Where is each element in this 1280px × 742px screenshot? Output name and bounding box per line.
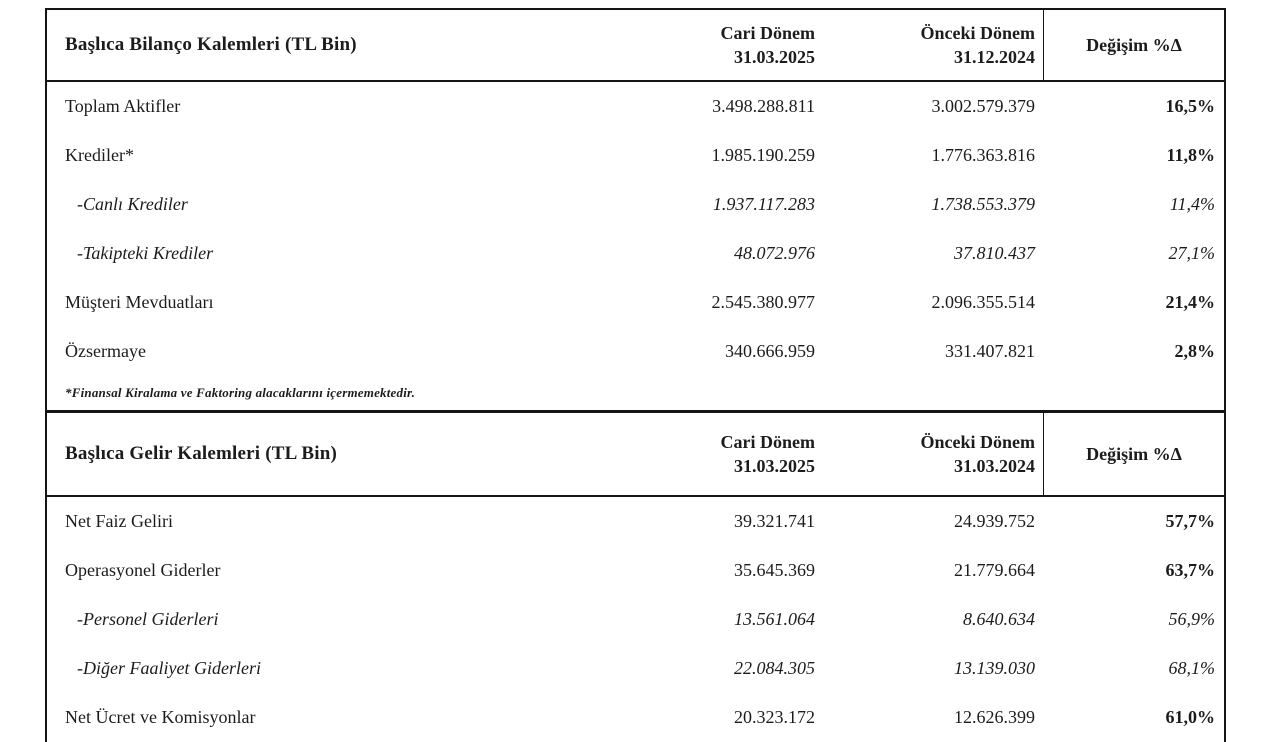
table-row	[47, 595, 1224, 644]
income-statement-rows	[47, 497, 1224, 742]
previous-period-label: Önceki Dönem	[920, 431, 1035, 452]
table-row	[47, 82, 1224, 131]
row-label: -Diğer Faaliyet Giderleri	[77, 658, 261, 678]
previous-period-header	[830, 10, 1043, 80]
change-value: 27,1%	[1168, 243, 1215, 263]
table-row	[47, 497, 1224, 546]
table-row	[47, 131, 1224, 180]
change-value: 63,7%	[1165, 560, 1215, 580]
table-row	[47, 278, 1224, 327]
change-header: Değişim %Δ	[1043, 413, 1224, 495]
change-value: 11,8%	[1166, 145, 1215, 165]
current-period-value: 1.985.190.259	[711, 145, 815, 165]
row-label: Operasyonel Giderler	[65, 560, 221, 580]
current-period-value: 20.323.172	[734, 707, 815, 727]
change-value: 56,9%	[1168, 609, 1215, 629]
previous-period-header	[830, 413, 1043, 495]
current-period-value: 22.084.305	[734, 658, 815, 678]
change-header: Değişim %Δ	[1043, 10, 1224, 80]
previous-period-label: Önceki Dönem	[920, 22, 1035, 43]
current-period-header	[620, 413, 830, 495]
current-period-value: 13.561.064	[734, 609, 815, 629]
current-period-value: 340.666.959	[725, 341, 815, 361]
table-row	[47, 180, 1224, 229]
current-period-date: 31.03.2025	[734, 47, 815, 67]
row-label: Toplam Aktifler	[65, 96, 181, 116]
income-statement-title: Başlıca Gelir Kalemleri (TL Bin)	[65, 443, 338, 464]
row-label: Müşteri Mevduatları	[65, 292, 214, 312]
change-value: 57,7%	[1165, 511, 1215, 531]
previous-period-date: 31.03.2024	[954, 456, 1035, 476]
current-period-header	[620, 10, 830, 80]
previous-period-value: 8.640.634	[963, 609, 1035, 629]
previous-period-date: 31.12.2024	[954, 47, 1035, 67]
table-row	[47, 327, 1224, 376]
change-value: 21,4%	[1165, 292, 1215, 312]
financial-tables	[45, 8, 1226, 742]
previous-period-value: 2.096.355.514	[931, 292, 1035, 312]
current-period-label: Cari Dönem	[720, 431, 815, 452]
change-value: 11,4%	[1169, 194, 1215, 214]
table-row	[47, 546, 1224, 595]
row-label: Net Faiz Geliri	[65, 511, 173, 531]
current-period-date: 31.03.2025	[734, 456, 815, 476]
table-row	[47, 693, 1224, 742]
current-period-value: 48.072.976	[734, 243, 815, 263]
current-period-value: 1.937.117.283	[712, 194, 815, 214]
row-label: Özsermaye	[65, 341, 146, 361]
income-statement-header-row	[47, 413, 1224, 497]
change-value: 61,0%	[1165, 707, 1215, 727]
current-period-value: 3.498.288.811	[712, 96, 815, 116]
footnote: *Finansal Kiralama ve Faktoring alacaklarını içermemektedir.	[65, 385, 416, 400]
table-row	[47, 644, 1224, 693]
row-label: -Takipteki Krediler	[77, 243, 214, 263]
table-row	[47, 229, 1224, 278]
previous-period-value: 24.939.752	[954, 511, 1035, 531]
change-value: 16,5%	[1165, 96, 1215, 116]
balance-sheet-title: Başlıca Bilanço Kalemleri (TL Bin)	[65, 34, 357, 55]
current-period-value: 2.545.380.977	[711, 292, 815, 312]
previous-period-value: 331.407.821	[945, 341, 1035, 361]
change-value: 68,1%	[1168, 658, 1215, 678]
previous-period-value: 21.779.664	[954, 560, 1035, 580]
row-label: Krediler*	[65, 145, 134, 165]
row-label: -Canlı Krediler	[77, 194, 188, 214]
balance-sheet-rows	[47, 82, 1224, 376]
row-label: -Personel Giderleri	[77, 609, 219, 629]
previous-period-value: 1.776.363.816	[931, 145, 1035, 165]
previous-period-value: 1.738.553.379	[931, 194, 1035, 214]
current-period-value: 39.321.741	[734, 511, 815, 531]
balance-sheet-header-row	[47, 10, 1224, 82]
row-label: Net Ücret ve Komisyonlar	[65, 707, 256, 727]
change-value: 2,8%	[1174, 341, 1215, 361]
previous-period-value: 12.626.399	[954, 707, 1035, 727]
current-period-label: Cari Dönem	[720, 22, 815, 43]
previous-period-value: 13.139.030	[954, 658, 1035, 678]
previous-period-value: 37.810.437	[954, 243, 1035, 263]
current-period-value: 35.645.369	[734, 560, 815, 580]
previous-period-value: 3.002.579.379	[931, 96, 1035, 116]
